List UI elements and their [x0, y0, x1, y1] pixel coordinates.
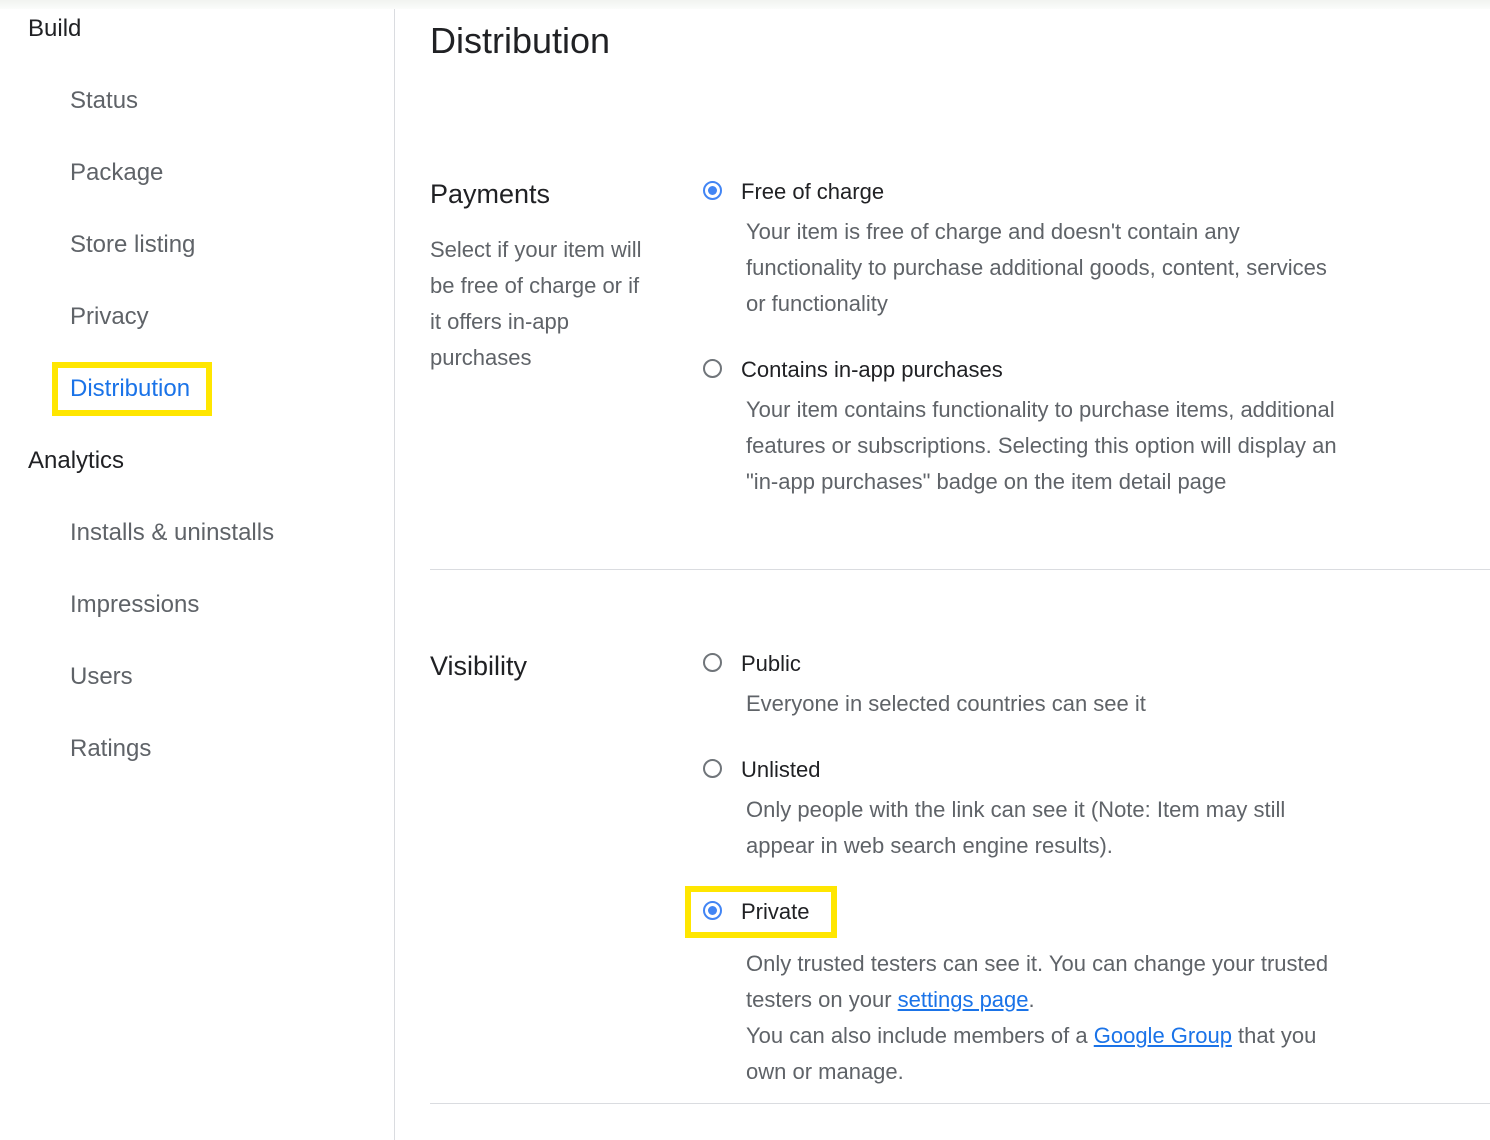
page-title: Distribution	[430, 20, 611, 61]
sidebar-item-installs-uninstalls[interactable]	[0, 497, 394, 569]
radio-unselected-icon[interactable]	[703, 653, 722, 672]
payments-section	[430, 178, 1490, 500]
option-in-app-purchases-label[interactable]: Contains in-app purchases	[741, 357, 1003, 382]
sidebar-item-label: Status	[70, 87, 139, 114]
option-free-of-charge	[703, 178, 1490, 322]
payments-heading: Payments	[430, 179, 551, 209]
private-description-text: .	[1028, 987, 1035, 1012]
sidebar-item-label-highlighted: Distribution	[52, 362, 212, 416]
option-unlisted	[703, 756, 1490, 864]
sidebar-item-impressions[interactable]	[0, 569, 394, 641]
radio-selected-icon[interactable]	[703, 901, 722, 920]
sidebar-item-privacy[interactable]	[0, 281, 394, 353]
sidebar-item-distribution[interactable]	[0, 353, 394, 425]
bottom-divider	[430, 1103, 1490, 1104]
sidebar-item-package[interactable]	[0, 137, 394, 209]
sidebar-item-label: Store listing	[70, 231, 196, 258]
sidebar-item-label: Installs & uninstalls	[70, 519, 275, 546]
sidebar-item-label: Impressions	[70, 591, 200, 618]
sidebar-item-label: Package	[70, 159, 164, 186]
private-highlight-box	[685, 886, 837, 938]
visibility-heading: Visibility	[430, 651, 528, 681]
payments-section-description: Select if your item will be free of charge or if it offers in-app purchases	[430, 237, 642, 370]
section-divider	[430, 569, 1490, 570]
sidebar-section-build: Build	[28, 15, 82, 42]
sidebar-section-analytics: Analytics	[28, 447, 125, 474]
sidebar-item-status[interactable]	[0, 65, 394, 137]
sidebar-item-users[interactable]	[0, 641, 394, 713]
sidebar	[0, 9, 395, 1140]
option-public	[703, 650, 1490, 722]
option-in-app-purchases-description: Your item contains functionality to purchase items, additional features or subscriptions. Selecting this option will display an "in-app purchases" badge on the item detail page	[746, 397, 1337, 494]
private-description-text: that you own or manage.	[746, 1023, 1317, 1084]
visibility-section	[430, 650, 1490, 1090]
option-free-of-charge-label[interactable]: Free of charge	[741, 179, 885, 204]
option-free-of-charge-description: Your item is free of charge and doesn't contain any functionality to purchase additional goods, content, services or functionality	[746, 219, 1327, 316]
main-content	[395, 9, 1490, 1140]
option-private-description	[746, 946, 1346, 1090]
sidebar-item-label: Ratings	[70, 735, 152, 762]
option-private	[703, 898, 1490, 1090]
radio-unselected-icon[interactable]	[703, 359, 722, 378]
sidebar-item-label: Users	[70, 663, 133, 690]
radio-unselected-icon[interactable]	[703, 759, 722, 778]
radio-selected-icon[interactable]	[703, 181, 722, 200]
option-unlisted-label[interactable]: Unlisted	[741, 757, 821, 782]
google-group-link[interactable]: Google Group	[1093, 1023, 1232, 1048]
sidebar-item-ratings[interactable]	[0, 713, 394, 785]
option-public-description: Everyone in selected countries can see it	[746, 691, 1146, 716]
private-description-text: You can also include members of a	[746, 1023, 1094, 1048]
option-in-app-purchases	[703, 356, 1490, 500]
sidebar-item-label: Privacy	[70, 303, 149, 330]
option-unlisted-description: Only people with the link can see it (Note: Item may still appear in web search engine results).	[746, 797, 1286, 858]
option-private-label[interactable]: Private	[741, 899, 810, 924]
sidebar-nav	[0, 0, 394, 785]
private-description-text: Only trusted testers can see it. You can change your trusted testers on your	[746, 951, 1329, 1012]
settings-page-link[interactable]: settings page	[897, 987, 1029, 1012]
option-public-label[interactable]: Public	[741, 651, 801, 676]
sidebar-item-store-listing[interactable]	[0, 209, 394, 281]
